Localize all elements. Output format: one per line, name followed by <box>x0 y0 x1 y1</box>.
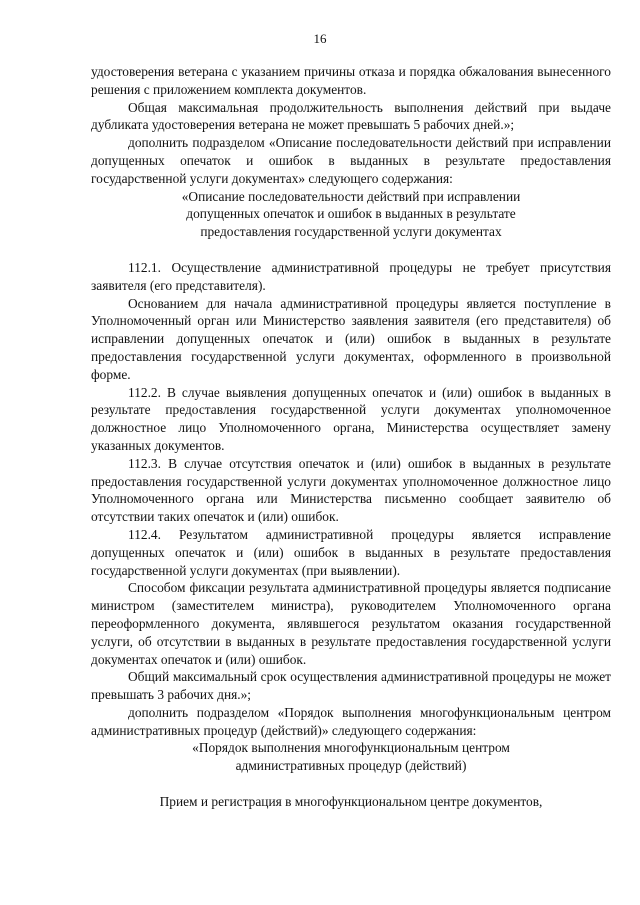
paragraph: Общий максимальный срок осуществления административной процедуры не может превышать 3 рабочих дня.»; <box>91 669 611 703</box>
section-heading-line: «Порядок выполнения многофункциональным центром <box>192 740 510 756</box>
document-body <box>91 63 611 811</box>
page-number: 16 <box>313 31 327 46</box>
section-heading-line: административных процедур (действий) <box>235 758 467 774</box>
paragraph: 112.3. В случае отсутствия опечаток и (или) ошибок в выданных в результате предоставления государственной услуги документах уполномоченное должностное лицо Уполномоченного органа или Министерства письменно сообщает заявителю об отсутствии таких опечаток и (или) ошибок. <box>91 455 611 525</box>
paragraph: удостоверения ветерана с указанием причины отказа и порядка обжалования вынесенного решения с приложением комплекта документов. <box>91 64 611 97</box>
section-heading-line: предоставления государственной услуги документах <box>200 224 502 240</box>
section-heading-line: допущенных опечаток и ошибок в выданных в результате <box>186 206 516 222</box>
paragraph: 112.1. Осуществление административной процедуры не требует присутствия заявителя (его представителя). <box>91 259 611 293</box>
paragraph: дополнить подразделом «Порядок выполнения многофункциональным центром административных процедур (действий)» следующего содержания: <box>91 704 611 738</box>
spacer <box>91 775 611 793</box>
section-heading-line: «Описание последовательности действий при исправлении <box>181 188 521 204</box>
subsection-heading-line: Прием и регистрация в многофункциональном центре документов, <box>159 794 543 810</box>
paragraph: Общая максимальная продолжительность выполнения действий при выдаче дубликата удостоверения ветерана не может превышать 5 рабочих дней.»; <box>91 99 611 133</box>
paragraph: Способом фиксации результата административной процедуры является подписание министром (заместителем министра), руководителем Уполномоченного органа переоформленного документа, являвшегося результатом оказания государственной услуги, об отсутствии в выданных в результате предоставления государственной услуги документах опечаток и (или) ошибок. <box>91 580 611 667</box>
paragraph: 112.4. Результатом административной процедуры является исправление допущенных опечаток и (или) ошибок в выданных в результате предоставления государственной услуги документах (при выявлении). <box>91 526 611 578</box>
paragraph: дополнить подразделом «Описание последовательности действий при исправлении допущенных опечаток и ошибок в выданных в результате предоставления государственной услуги документах» следующего содержания: <box>91 135 611 186</box>
spacer <box>91 241 611 259</box>
paragraph: 112.2. В случае выявления допущенных опечаток и (или) ошибок в выданных в результате предоставления государственной услуги документах уполномоченное должностное лицо Уполномоченного органа, Министерства осуществляет замену указанных документов. <box>91 384 611 453</box>
paragraph: Основанием для начала административной процедуры является поступление в Уполномоченный орган или Министерство заявления заявителя (его представителя) об исправлении допущенных опечаток и (или) ошибок в выданных в результате предоставления государственной услуги документах, оформленного в произвольной форме. <box>91 295 611 382</box>
